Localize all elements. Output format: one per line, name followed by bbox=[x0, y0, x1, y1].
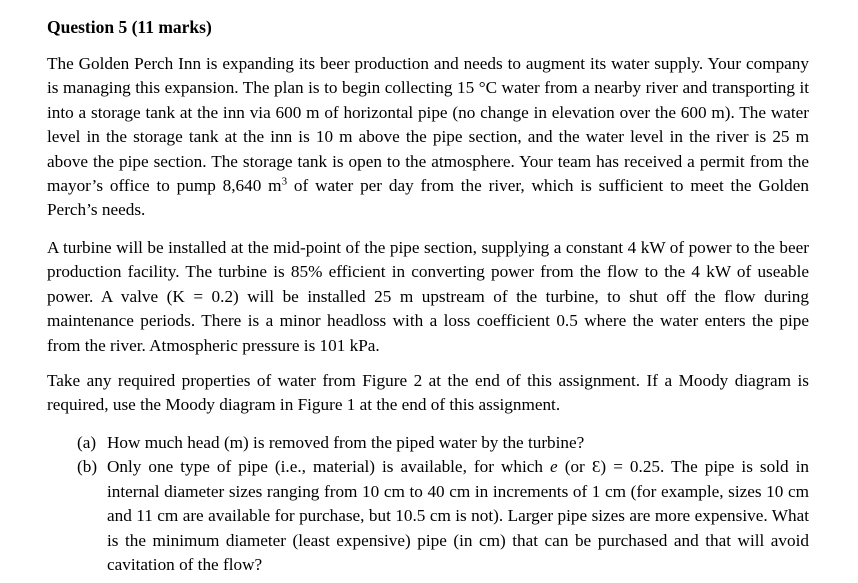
part-b-label: (b) bbox=[77, 457, 98, 477]
part-b-text-start: Only one type of pipe (i.e., material) is available, for which bbox=[107, 457, 551, 477]
part-a-label: (a) bbox=[77, 433, 97, 452]
paragraph-1-text-end: of water per day from the river, which is sufficient to meet the Golden Perch’s needs. bbox=[47, 176, 810, 220]
paragraph-problem-setup bbox=[47, 52, 809, 223]
question-parts bbox=[77, 431, 809, 577]
cubic-superscript: 3 bbox=[281, 175, 288, 188]
part-a bbox=[77, 431, 809, 455]
roughness-symbol: e bbox=[550, 457, 558, 477]
paragraph-properties: Take any required properties of water from Figure 2 at the end of this assignment. If a Moody diagram is required, use the Moody diagram in Figure 1 at the end of this assignment. bbox=[47, 371, 809, 415]
question-title: Question 5 (11 marks) bbox=[47, 17, 212, 37]
part-a-text: How much head (m) is removed from the piped water by the turbine? bbox=[107, 433, 585, 452]
paragraph-turbine: A turbine will be installed at the mid-point of the pipe section, supplying a constant 4 kW of power to the beer production facility. The turbine is 85% efficient in converting power from the flow to the 4 kW of useable power. A valve (K = 0.2) will be installed 25 m upstream of the turbine, to shut off the flow during maintenance periods. There is a minor headloss with a loss coefficient 0.5 where the water enters the pipe from the river. Atmospheric pressure is 101 kPa. bbox=[47, 238, 809, 355]
paragraph-1-text: The Golden Perch Inn is expanding its beer production and needs to augment its water supply. Your company is managing this expansion. The plan is to begin collecting 15 °C water from a nearby river and transporting it into a storage tank at the inn via 600 m of horizontal pipe (no change in elevation over the 600 m). The water level in the storage tank at the inn is 10 m above the pipe section, and the water level in the river is 25 m above the pipe section. The storage tank is open to the atmosphere. Your team has received a permit from the mayor’s office to pump 8,640 m bbox=[47, 54, 809, 196]
part-b-text-end: (or Ɛ) = 0.25. The pipe is sold in internal diameter sizes ranging from 10 cm to 40 cm in increments of 1 cm (for example, sizes 10 cm and 11 cm are available for purchase, but 10.5 cm is not). Larger pipe sizes are more expensive. What is the minimum diameter (least expensive) pipe (in cm) that can be purchased and that will avoid cavitation of the flow? bbox=[107, 457, 809, 575]
part-b bbox=[77, 455, 809, 577]
